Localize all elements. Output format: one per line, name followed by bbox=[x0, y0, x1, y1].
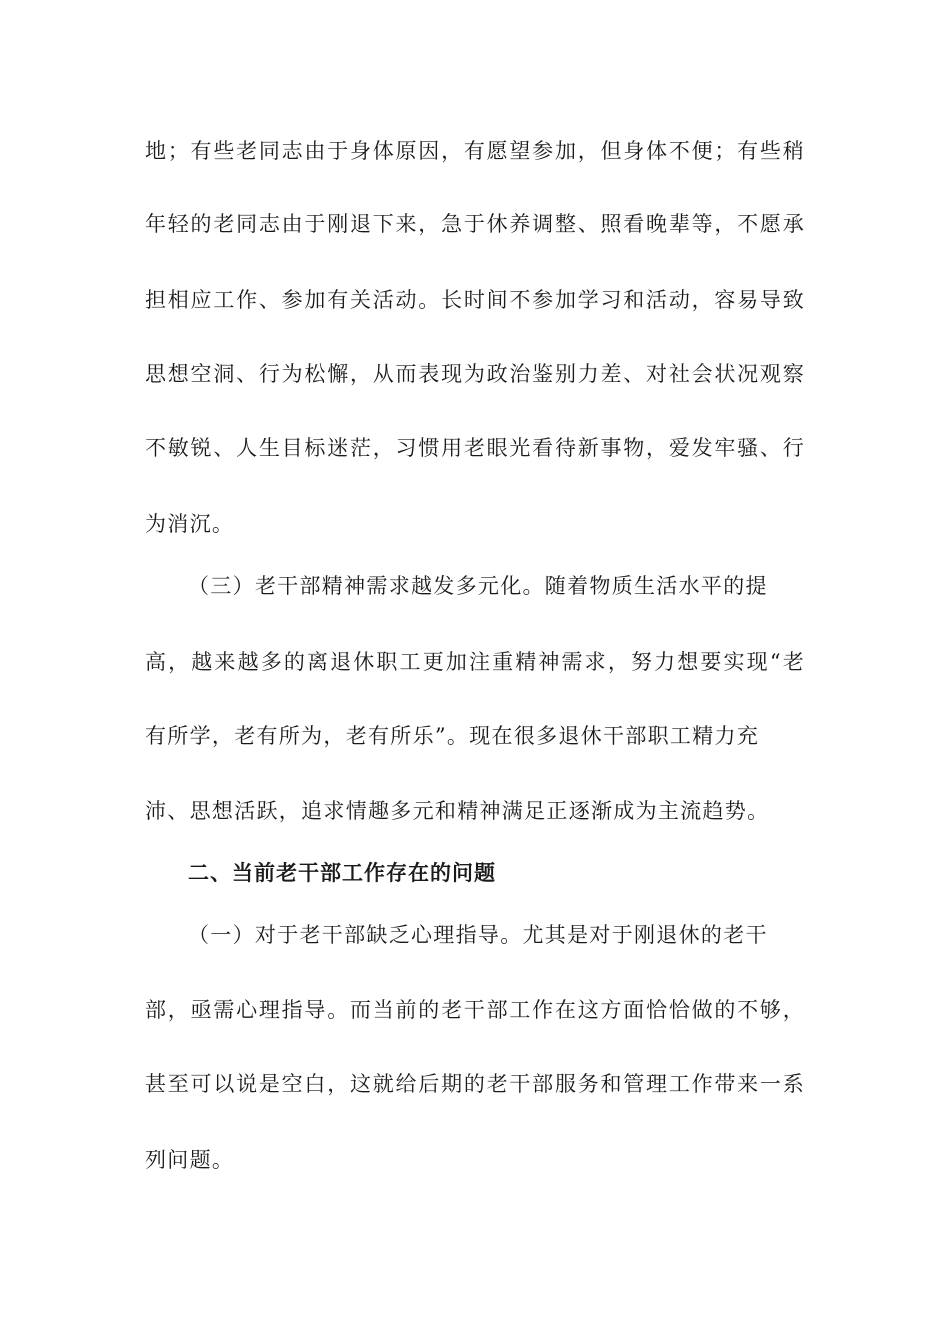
paragraph-line: 思想空洞、行为松懈，从而表现为政治鉴别力差、对社会状况观察 bbox=[145, 362, 805, 386]
paragraph-line: 甚至可以说是空白，这就给后期的老干部服务和管理工作带来一系 bbox=[145, 1072, 805, 1096]
paragraph-line: 年轻的老同志由于刚退下来，急于休养调整、照看晚辈等，不愿承 bbox=[145, 212, 805, 236]
paragraph-line: 列问题。 bbox=[145, 1148, 235, 1172]
paragraph-line: 有所学，老有所为，老有所乐”。现在很多退休干部职工精力充 bbox=[145, 724, 760, 748]
section-heading: 二、当前老干部工作存在的问题 bbox=[188, 861, 496, 885]
paragraph-line: 部，亟需心理指导。而当前的老干部工作在这方面恰恰做的不够， bbox=[145, 998, 805, 1022]
paragraph-line: 担相应工作、参加有关活动。长时间不参加学习和活动，容易导致 bbox=[145, 288, 805, 312]
paragraph-line: 地；有些老同志由于身体原因，有愿望参加，但身体不便；有些稍 bbox=[145, 139, 805, 163]
paragraph-line: （三）老干部精神需求越发多元化。随着物质生活水平的提 bbox=[188, 574, 768, 598]
paragraph-line: 为消沉。 bbox=[145, 512, 235, 536]
paragraph-line: （一）对于老干部缺乏心理指导。尤其是对于刚退休的老干 bbox=[188, 923, 768, 947]
paragraph-line: 高，越来越多的离退休职工更加注重精神需求，努力想要实现“老 bbox=[145, 650, 805, 674]
paragraph-line: 沛、思想活跃，追求情趣多元和精神满足正逐渐成为主流趋势。 bbox=[145, 799, 770, 823]
paragraph-line: 不敏锐、人生目标迷茫，习惯用老眼光看待新事物，爱发牢骚、行 bbox=[145, 436, 805, 460]
